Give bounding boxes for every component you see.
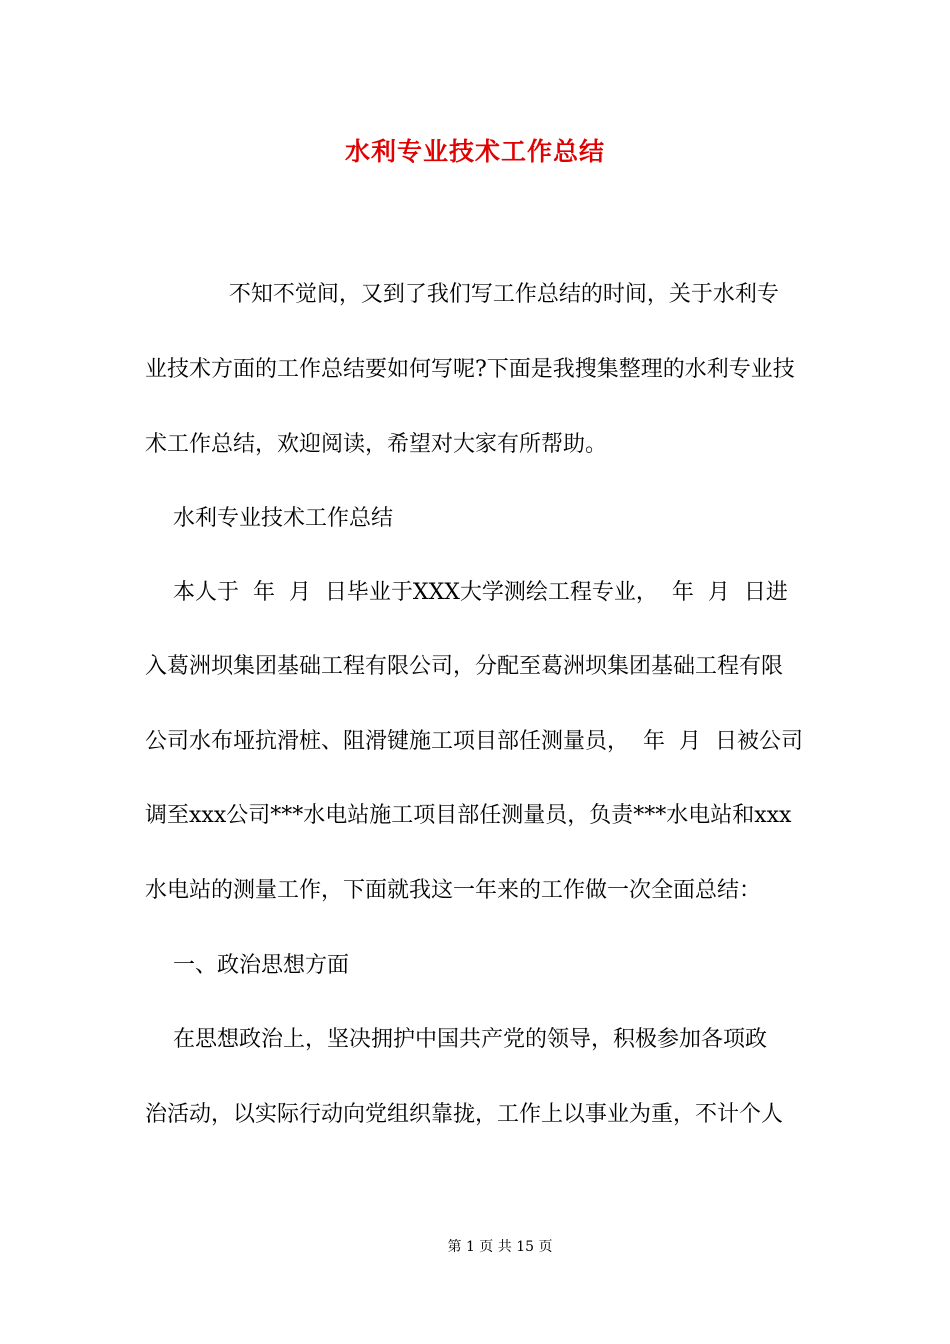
body-line: 调至xxx公司***水电站施工项目部任测量员，负责***水电站和xxx [145,803,792,828]
body-line: 治活动，以实际行动向党组织靠拢，工作上以事业为重，不计个人 [145,1102,784,1127]
body-line: 水电站的测量工作，下面就我这一年来的工作做一次全面总结： [145,878,762,903]
body-line: 本人于 年 月 日毕业于XXX大学测绘工程专业， 年 月 日进 [145,580,788,605]
body-line: 术工作总结，欢迎阅读，希望对大家有所帮助。 [145,432,608,457]
body-line: 业技术方面的工作总结要如何写呢?下面是我搜集整理的水利专业技 [145,357,795,382]
body-line: 不知不觉间，又到了我们写工作总结的时间，关于水利专 [145,282,779,307]
body-line: 入葛洲坝集团基础工程有限公司，分配至葛洲坝集团基础工程有限 [145,654,784,679]
document-title: 水利专业技术工作总结 [344,137,605,166]
body-line: 公司水布垭抗滑桩、阻滑键施工项目部任测量员， 年 月 日被公司 [145,729,803,754]
body-line: 水利专业技术工作总结 [145,506,393,531]
page-footer: 第 1 页 共 15 页 [447,1239,553,1255]
body-line: 在思想政治上，坚决拥护中国共产党的领导，积极参加各项政 [145,1027,767,1052]
section-heading: 一、政治思想方面 [145,953,349,978]
